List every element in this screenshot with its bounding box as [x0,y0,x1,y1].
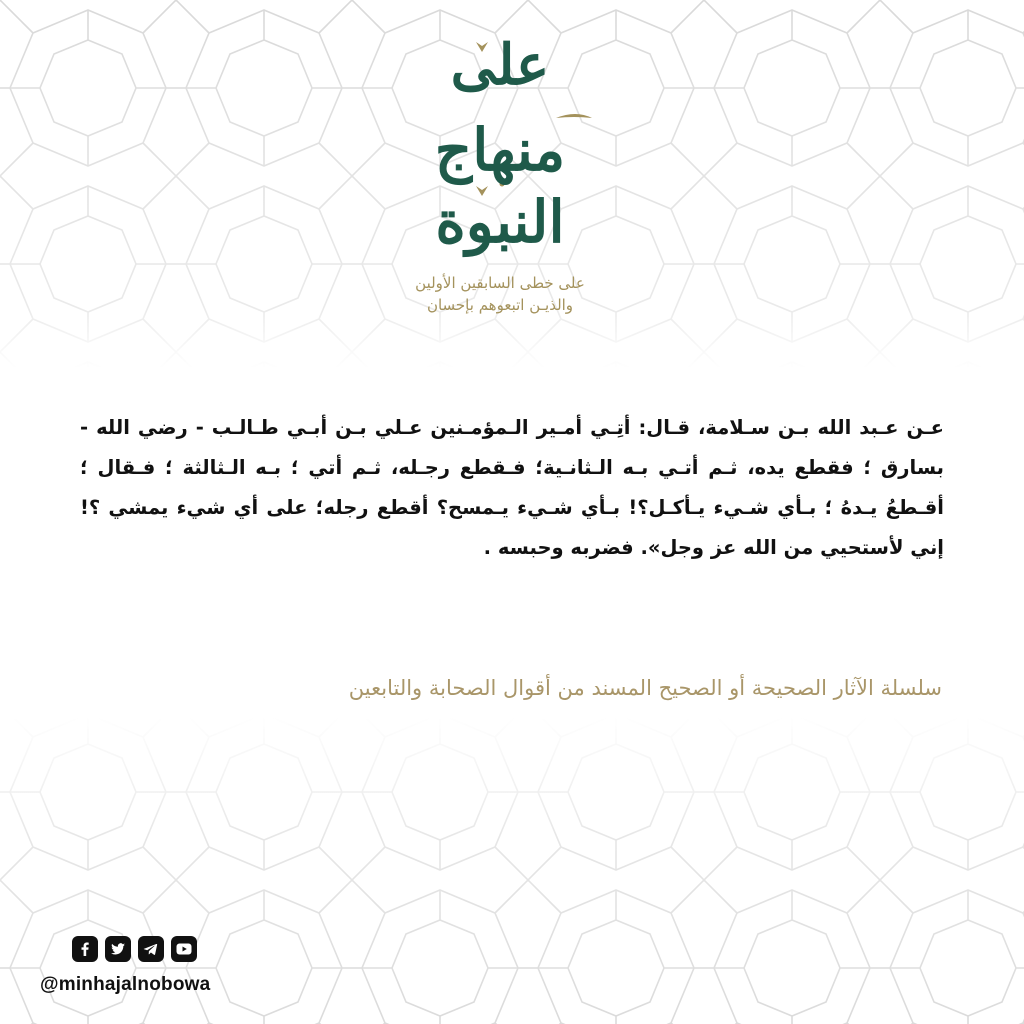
social-icons [72,936,197,962]
athar-text: عـن عـبد الله بـن سـلامة، قـال: أتِـي أمـير الـمؤمـنين عـلي بـن أبـي طـالـب - رضي الله - بسارق ؛ فقطع يده، ثـم أتـي بـه الـثانـية؛ فـقطع رجـله، ثـم أتي ؛ بـه الـثالثة ؛ فـقال ؛ أقـطعُ يـدهُ ؛ بـأي شـيء يـأكـل؟! بـأي شـيء يـمسح؟ أقطع رجله؛ على أي شيء يمشي ؟! إني لأستحيي من الله عز وجل». فضربه وحبسه . [80,416,944,559]
telegram-icon[interactable] [138,936,164,962]
logo-tagline-line1: على خطى السابقين الأولين [415,274,585,292]
twitter-icon[interactable] [105,936,131,962]
social-handle[interactable]: @minhajalnobowa [40,974,211,995]
logo-word-ala: على [450,32,550,98]
series-title: سلسلة الآثار الصحيحة أو الصحيح المسند من أقوال الصحابة والتابعين [348,676,942,700]
youtube-icon[interactable] [171,936,197,962]
logo-word-minhaj: منهاج [434,116,566,184]
brand-logo [380,28,620,318]
logo-word-alnubuwwa: النبوة [435,188,565,256]
logo-tagline-line2: والذيـن اتبعوهم بإحسان [426,296,574,314]
facebook-icon[interactable] [72,936,98,962]
